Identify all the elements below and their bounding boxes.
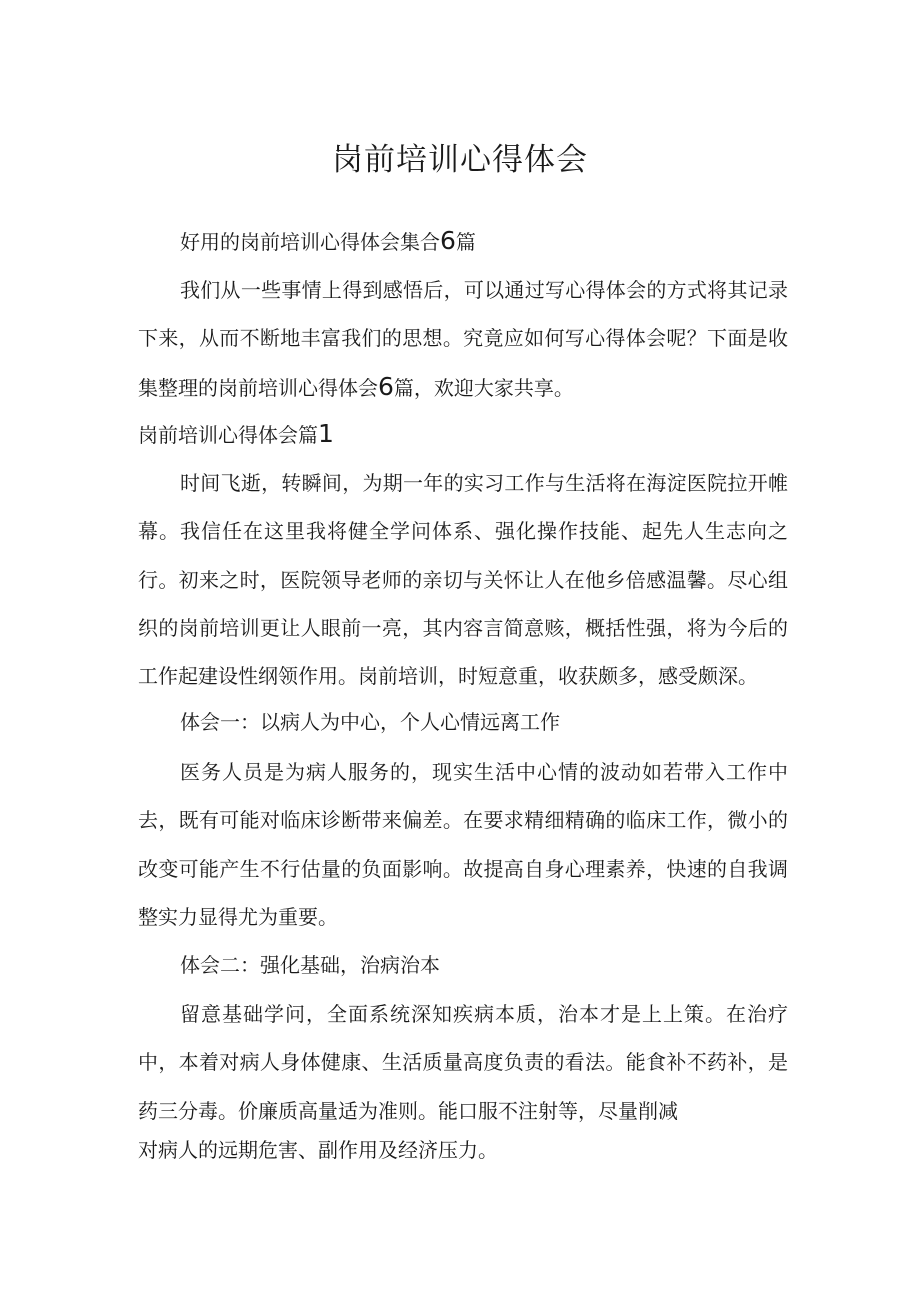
point-1-body: 医务人员是为病人服务的，现实生活中心情的波动如若带入工作中去，既有可能对临床诊断带来偏差。在要求精细精确的临床工作，微小的改变可能产生不行估量的负面影响。故提高自身心理素养，快速的自我调整实力显得尤为重要。	[138, 760, 788, 929]
subtitle-text: 好用的岗前培训心得体会集合	[180, 230, 440, 254]
page-title: 岗前培训心得体会	[332, 142, 588, 178]
intro-number: 6	[378, 371, 394, 401]
point-2-tail: 对病人的远期危害、副作用及经济压力。	[138, 1138, 498, 1162]
document-subtitle	[180, 225, 476, 258]
section-heading-text: 岗前培训心得体会篇	[138, 423, 318, 447]
point-2-heading: 体会二：强化基础，治病治本	[180, 953, 440, 977]
section-heading	[138, 418, 334, 451]
section-heading-number: 1	[318, 419, 334, 448]
intro-paragraph	[138, 266, 788, 412]
subtitle-number: 6	[440, 226, 456, 255]
intro-text-end: 篇，欢迎大家共享。	[393, 375, 574, 400]
intro-text: 我们从一些事情上得到感悟后，可以通过写心得体会的方式将其记录下来，从而不断地丰富我们的思想。究竟应如何写心得体会呢？下面是收集整理的岗前培训心得体会	[138, 278, 788, 400]
point-1-heading: 体会一：以病人为中心，个人心情远离工作	[180, 710, 560, 734]
subtitle-suffix: 篇	[455, 230, 476, 254]
paragraph-1: 时间飞逝，转瞬间，为期一年的实习工作与生活将在海淀医院拉开帷幕。我信任在这里我将健全学问体系、强化操作技能、起先人生志向之行。初来之时，医院领导老师的亲切与关怀让人在他乡倍感温馨。尽心组织的岗前培训更让人眼前一亮，其内容言简意赅，概括性强，将为今后的工作起建设性纲领作用。岗前培训，时短意重，收获颇多，感受颇深。	[138, 471, 788, 689]
point-2-body: 留意基础学问，全面系统深知疾病本质，治本才是上上策。在治疗中，本着对病人身体健康、生活质量高度负责的看法。能食补不药补，是药三分毒。价廉质高量适为准则。能口服不注射等，尽量削减	[138, 1002, 788, 1123]
